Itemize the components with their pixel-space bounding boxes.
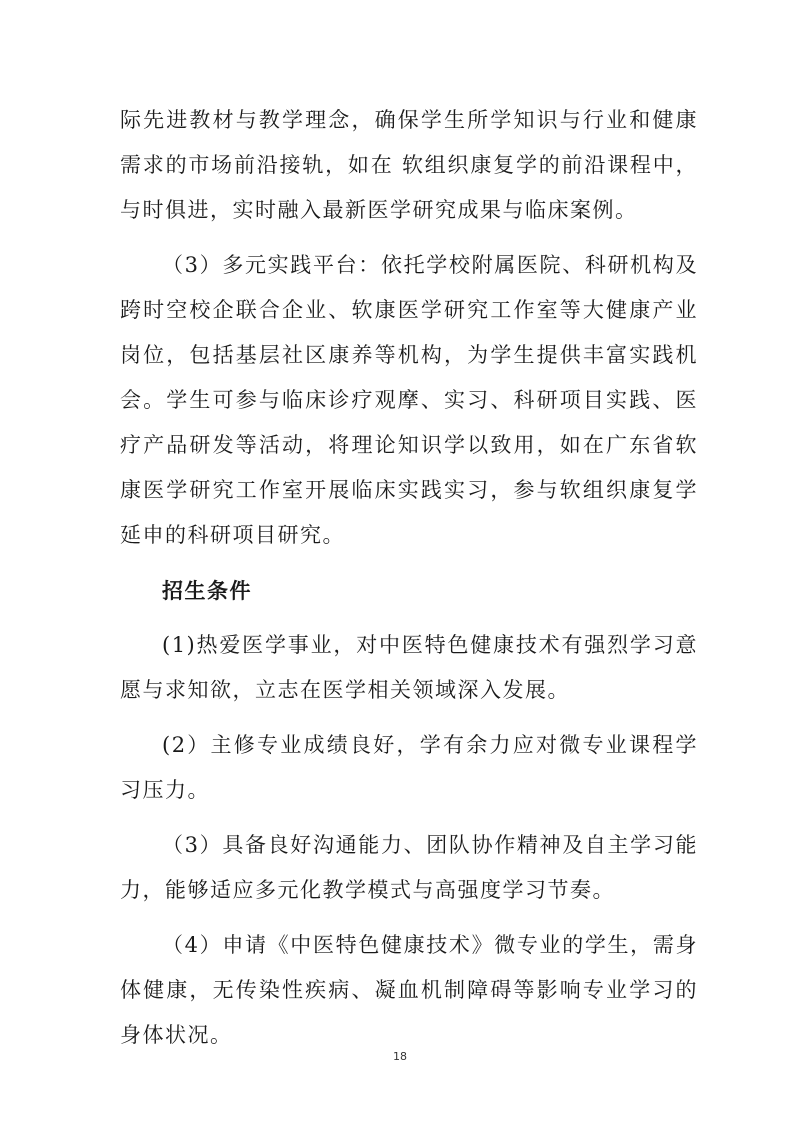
admission-item-2: (2）主修专业成绩良好，学有余力应对微专业课程学习压力。	[120, 733, 698, 802]
section-heading-admission: 招生条件	[162, 578, 252, 603]
admission-item-3: （3）具备良好沟通能力、团队协作精神及自主学习能力，能够适应多元化教学模式与高强度学习节奏。	[120, 833, 698, 902]
page-number: 18	[393, 1050, 407, 1063]
paragraph-practice-platform: （3）多元实践平台：依托学校附属医院、科研机构及跨时空校企联合企业、软康医学研究工作室等大健康产业岗位，包括基层社区康养等机构，为学生提供丰富实践机会。学生可参与临床诊疗观摩、实习、科研项目实践、医疗产品研发等活动，将理论知识学以致用，如在广东省软康医学研究工作室开展临床实践实习，参与软组织康复学延申的科研项目研究。	[120, 253, 698, 547]
admission-item-4: （4）申请《中医特色健康技术》微专业的学生，需身体健康，无传染性疾病、凝血机制障碍等影响专业学习的身体状况。	[120, 933, 698, 1047]
document-body	[120, 98, 698, 1068]
paragraph-continuation: 际先进教材与教学理念，确保学生所学知识与行业和健康需求的市场前沿接轨，如在 软组织康复学的前沿课程中，与时俱进，实时融入最新医学研究成果与临床案例。	[120, 108, 698, 222]
admission-item-1: (1)热爱医学事业，对中医特色健康技术有强烈学习意愿与求知欲，立志在医学相关领域深入发展。	[120, 633, 698, 702]
